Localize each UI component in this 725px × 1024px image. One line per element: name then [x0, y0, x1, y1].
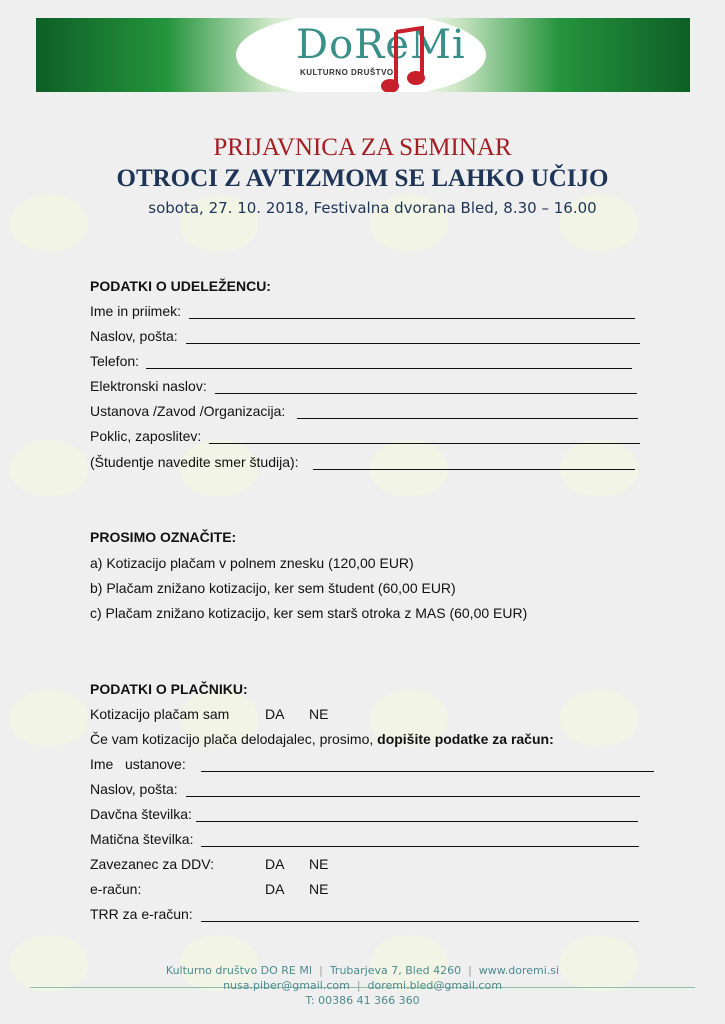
footer-separator: |	[315, 964, 327, 977]
field-label-trr: TRR za e-račun:	[90, 906, 193, 922]
header-banner	[36, 18, 690, 92]
field-label-institution-name: Ime ustanove:	[90, 756, 186, 772]
field-line-institution-name[interactable]	[201, 771, 654, 772]
self-pay-yes[interactable]: DA	[265, 706, 285, 722]
self-pay-no[interactable]: NE	[309, 706, 329, 722]
field-label-study: (Študentje navedite smer študija):	[90, 454, 299, 470]
field-line-trr[interactable]	[201, 921, 639, 922]
employer-note-text: Če vam kotizacijo plača delodajalec, prosimo,	[90, 731, 378, 747]
seminar-title: OTROCI Z AVTIZMOM SE LAHKO UČIJO	[116, 165, 609, 192]
field-line-name[interactable]	[189, 318, 635, 319]
options-heading: PROSIMO OZNAČITE:	[90, 529, 237, 545]
field-line-study[interactable]	[313, 469, 635, 470]
watermark-leaf	[560, 690, 638, 746]
field-line-occupation[interactable]	[209, 443, 640, 444]
field-line-phone[interactable]	[146, 368, 632, 369]
field-label-occupation: Poklic, zaposlitev:	[90, 428, 202, 444]
watermark-leaf	[10, 440, 88, 496]
footer-org: Kulturno društvo DO RE MI	[165, 964, 313, 977]
field-label-payer-address: Naslov, pošta:	[90, 781, 178, 797]
participant-heading: PODATKI O UDELEŽENCU:	[90, 278, 271, 294]
vat-yes[interactable]: DA	[265, 856, 285, 872]
option-full-fee[interactable]: a) Kotizacijo plačam v polnem znesku (120,00 EUR)	[90, 555, 414, 571]
field-line-email[interactable]	[215, 393, 637, 394]
field-label-institution: Ustanova /Zavod /Organizacija:	[90, 403, 286, 419]
field-label-address: Naslov, pošta:	[90, 328, 178, 344]
field-label-registration-number: Matična številka:	[90, 831, 194, 847]
vat-no[interactable]: NE	[309, 856, 329, 872]
footer-separator: |	[353, 979, 365, 992]
form-title: PRIJAVNICA ZA SEMINAR	[213, 134, 512, 161]
watermark-leaf	[560, 440, 638, 496]
vat-label: Zavezanec za DDV:	[90, 856, 214, 872]
einvoice-label: e-račun:	[90, 881, 142, 897]
einvoice-no[interactable]: NE	[309, 881, 329, 897]
field-label-phone: Telefon:	[90, 353, 140, 369]
logo-name: DoReMi	[296, 22, 466, 68]
footer-email-1[interactable]: nusa.piber@gmail.com	[223, 979, 350, 992]
field-label-email: Elektronski naslov:	[90, 378, 207, 394]
option-student-fee[interactable]: b) Plačam znižano kotizacijo, ker sem študent (60,00 EUR)	[90, 580, 456, 596]
self-pay-label: Kotizacijo plačam sam	[90, 706, 230, 722]
footer-web[interactable]: www.doremi.si	[478, 964, 560, 977]
music-note-icon	[378, 26, 428, 92]
footer-separator: |	[464, 964, 476, 977]
footer-line-2	[0, 979, 725, 992]
field-label-name: Ime in priimek:	[90, 303, 182, 319]
field-line-registration-number[interactable]	[201, 846, 639, 847]
watermark-leaf	[370, 440, 448, 496]
footer-email-2[interactable]: doremi.bled@gmail.com	[367, 979, 502, 992]
footer-address: Trubarjeva 7, Bled 4260	[329, 964, 462, 977]
seminar-details: sobota, 27. 10. 2018, Festivalna dvorana Bled, 8.30 – 16.00	[148, 199, 597, 217]
field-line-payer-address[interactable]	[186, 796, 640, 797]
option-parent-fee[interactable]: c) Plačam znižano kotizacijo, ker sem starš otroka z MAS (60,00 EUR)	[90, 605, 528, 621]
payer-heading: PODATKI O PLAČNIKU:	[90, 681, 248, 697]
field-line-tax-number[interactable]	[196, 821, 638, 822]
watermark-leaf	[10, 690, 88, 746]
field-line-address[interactable]	[186, 343, 640, 344]
employer-note-bold: dopišite podatke za račun:	[377, 731, 554, 747]
field-label-tax-number: Davčna številka:	[90, 806, 192, 822]
logo-subtitle: KULTURNO DRUŠTVO	[300, 68, 394, 77]
einvoice-yes[interactable]: DA	[265, 881, 285, 897]
field-line-institution[interactable]	[297, 418, 638, 419]
footer-phone: T: 00386 41 366 360	[305, 994, 420, 1007]
employer-note	[90, 731, 554, 747]
footer-line-1	[0, 964, 725, 977]
